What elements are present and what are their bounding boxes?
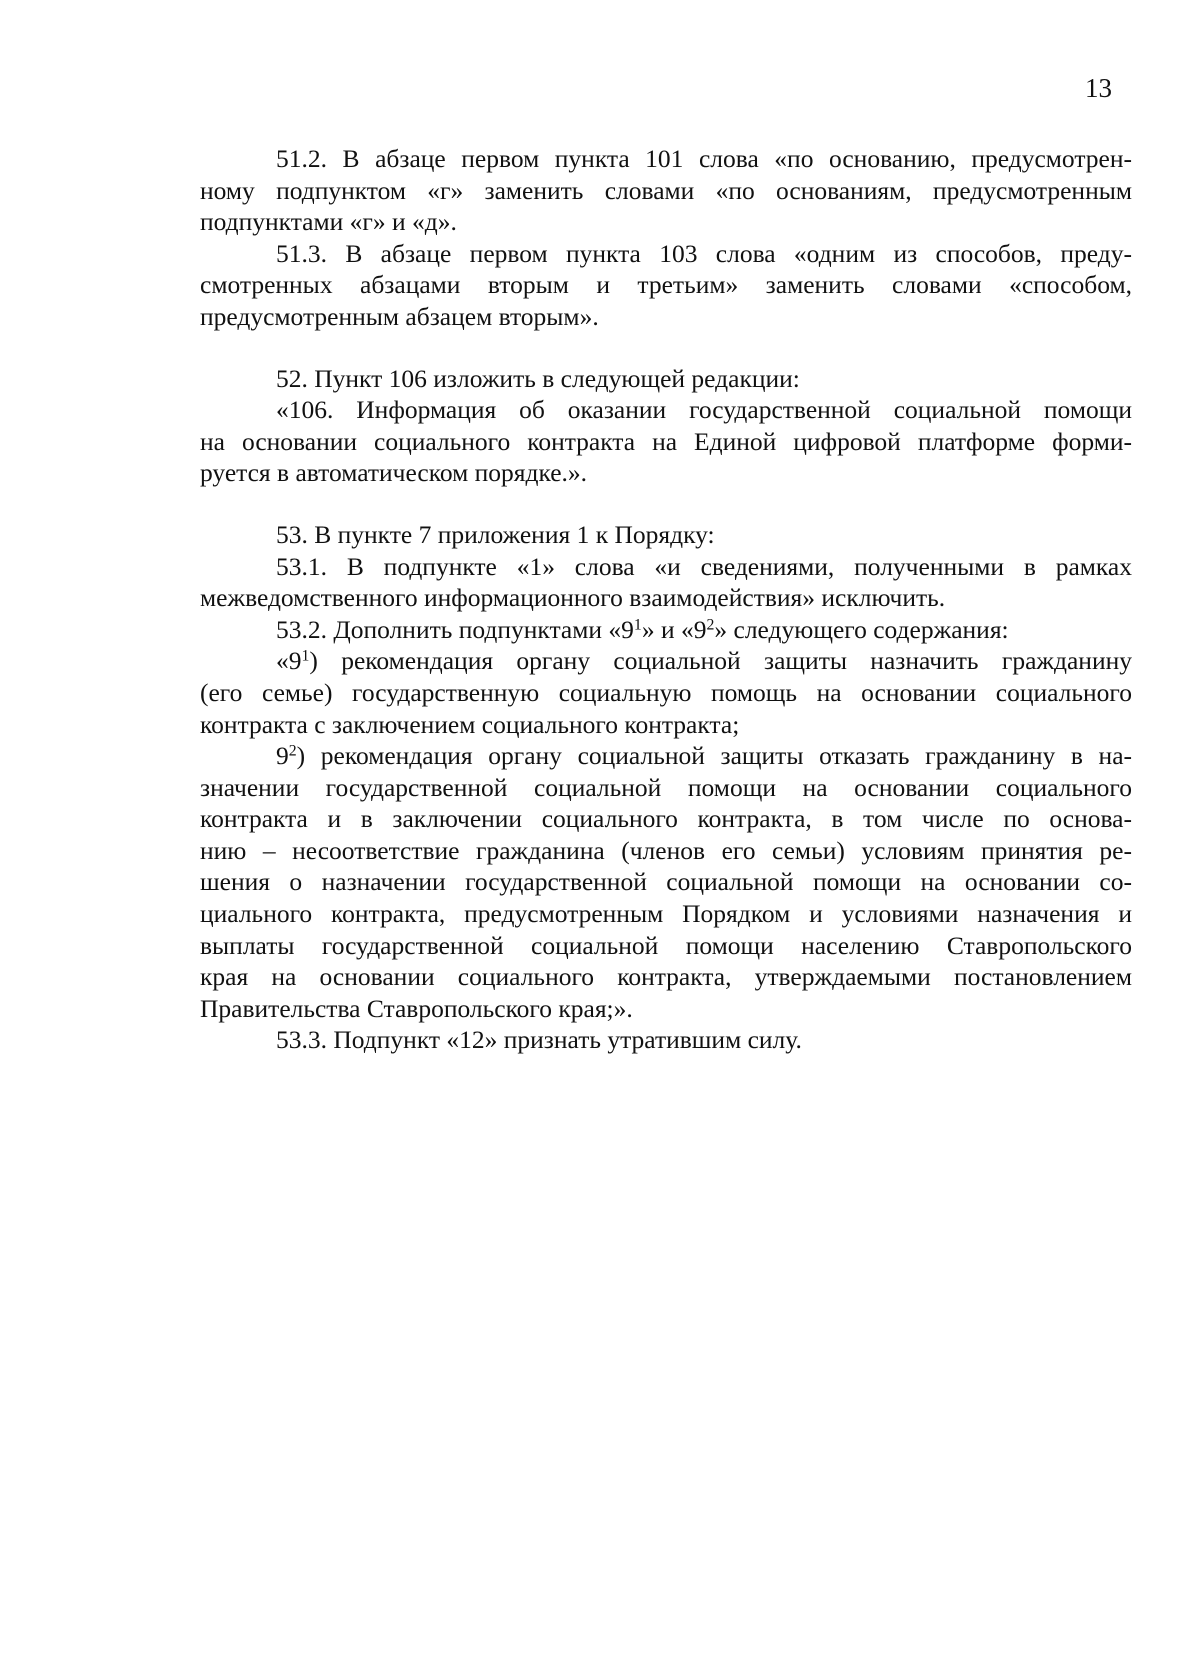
paragraph-line: края на основании социального контракта, утверждаемыми постановлением: [200, 962, 1132, 992]
paragraph-line: значении государственной социальной помощи на основании социального: [200, 772, 1132, 802]
paragraph-line: Правительства Ставропольского края;».: [200, 993, 633, 1023]
paragraph-line: межведомственного информационного взаимодействия» исключить.: [200, 583, 946, 613]
text-fragment: «9: [276, 646, 302, 676]
text-fragment: ) рекомендация органу социальной защиты отказать гражданину в на-: [296, 741, 1132, 771]
paragraph-line: 51.2. В абзаце первом пункта 101 слова «по основанию, предусмотрен-: [276, 144, 1132, 173]
superscript: 2: [288, 742, 297, 760]
paragraph-line: руется в автоматическом порядке.».: [200, 458, 588, 488]
paragraph-line: 53.3. Подпункт «12» признать утратившим силу.: [276, 1025, 802, 1055]
superscript: 2: [706, 616, 715, 634]
paragraph-gap: [200, 333, 1132, 363]
paragraph-line: контракта с заключением социального контракта;: [200, 709, 740, 739]
text-fragment: » и «9: [641, 614, 707, 644]
paragraph-line: 53. В пункте 7 приложения 1 к Порядку:: [276, 519, 715, 549]
paragraph-gap: [200, 489, 1132, 519]
paragraph-line: шения о назначении государственной социальной помощи на основании со-: [200, 867, 1132, 897]
paragraph-line: предусмотренным абзацем вторым».: [200, 301, 599, 331]
text-fragment: 53.2. Дополнить подпунктами «9: [276, 614, 634, 644]
paragraph-line: выплаты государственной социальной помощи населению Ставропольского: [200, 930, 1132, 960]
paragraph-line: циального контракта, предусмотренным Порядком и условиями назначения и: [200, 899, 1132, 929]
paragraph-line: подпунктами «г» и «д».: [200, 207, 457, 237]
text-fragment: ) рекомендация органу социальной защиты назначить гражданину: [309, 646, 1132, 676]
text-fragment: 9: [276, 741, 289, 771]
paragraph-line: контракта и в заключении социального контракта, в том числе по основа-: [200, 804, 1132, 834]
paragraph-line: [200, 614, 1132, 646]
paragraph-line: 51.3. В абзаце первом пункта 103 слова «одним из способов, преду-: [276, 238, 1132, 268]
paragraph-line: 52. Пункт 106 изложить в следующей редакции:: [276, 363, 800, 393]
superscript: 1: [301, 647, 310, 665]
paragraph-line: «106. Информация об оказании государственной социальной помощи: [276, 395, 1132, 425]
document-body: [200, 143, 1132, 1056]
section-53: [200, 519, 1132, 1056]
paragraph-line: [200, 645, 1132, 677]
section-52: [200, 363, 1132, 489]
paragraph-line: нию – несоответствие гражданина (членов его семьи) условиям принятия ре-: [200, 835, 1132, 865]
paragraph-line: [200, 740, 1132, 772]
superscript: 1: [633, 616, 642, 634]
paragraph-line: на основании социального контракта на Единой цифровой платформе форми-: [200, 426, 1132, 456]
paragraph-line: ному подпунктом «г» заменить словами «по основаниям, предусмотренным: [200, 175, 1132, 205]
section-51: [200, 143, 1132, 333]
paragraph-line: смотренных абзацами вторым и третьим» заменить словами «способом,: [200, 270, 1132, 300]
paragraph-line: (его семье) государственную социальную помощь на основании социального: [200, 677, 1132, 707]
text-fragment: » следующего содержания:: [714, 614, 1009, 644]
page-number: 13: [1085, 73, 1112, 103]
paragraph-line: 53.1. В подпункте «1» слова «и сведениями, полученными в рамках: [276, 551, 1132, 581]
